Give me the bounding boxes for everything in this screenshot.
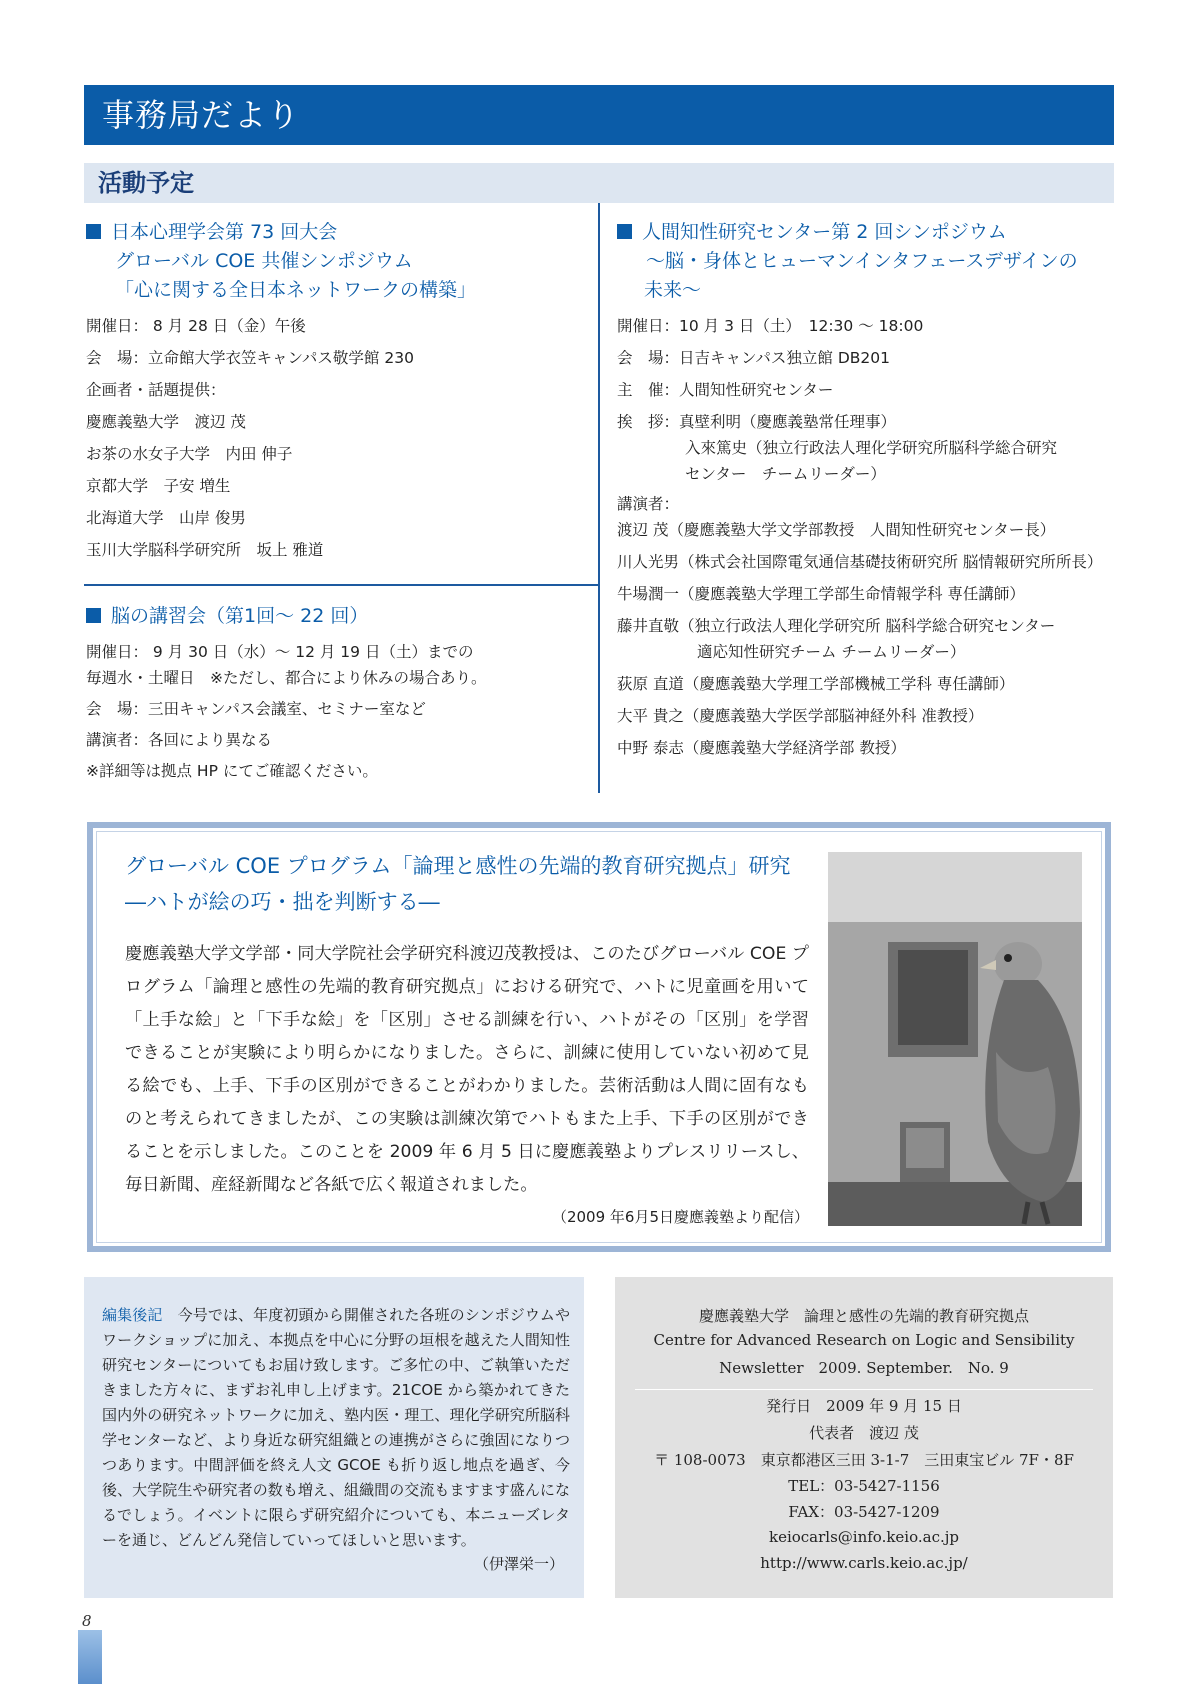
- organizer: 京都大学 子安 増生: [86, 477, 231, 495]
- pigeon-image: [828, 852, 1082, 1226]
- square-bullet-icon: [86, 608, 101, 623]
- section-header: 事務局だより: [84, 85, 1114, 145]
- event-organizers-label: 企画者・話題提供：: [86, 381, 226, 399]
- event-venue: 会 場：日吉キャンパス独立館 DB201: [617, 349, 890, 367]
- organizer: お茶の水女子大学 内田 伸子: [86, 445, 293, 463]
- page-number: 8: [82, 1612, 92, 1630]
- section-rule: [84, 584, 599, 586]
- org-name: 慶應義塾大学 論理と感性の先端的教育研究拠点: [698, 1307, 1029, 1325]
- square-bullet-icon: [617, 224, 632, 239]
- event-date: 開催日： 8 月 28 日（金）午後: [86, 317, 306, 335]
- representative: 代表者 渡辺 茂: [809, 1424, 919, 1442]
- event-speakers: 講演者：各回により異なる: [86, 731, 273, 749]
- event-venue: 会 場：三田キャンパス会議室、セミナー室など: [86, 700, 426, 718]
- event-host: 主 催：人間知性研究センター: [617, 381, 834, 399]
- org-name-en: Centre for Advanced Research on Logic and Sensibility: [653, 1331, 1075, 1349]
- event-note: ※詳細等は拠点 HP にてご確認ください。: [86, 762, 378, 780]
- publish-date: 発行日 2009 年 9 月 15 日: [766, 1397, 962, 1415]
- editor-note-body: 今号では、年度初頭から開催された各班のシンポジウムやワークショップに加え、本拠点を中心に分野の垣根を越えた人間知性研究センターについてもお届け致します。ご多忙の中、ご執筆いただきました方々に、まずお礼申し上げます。21COE から築かれてきた国内外の研究ネットワークに加え、塾内医・理工、理化学研究所脳科学センターなど、より身近な研究組織との連携がさらに強固になりつつあります。中間評価を終え人文 GCOE も折り返し地点を過ぎ、今後、大学院生や研究者の数も増え、組織間の交流もますます盛んになるでしょう。イベントに限らず研究紹介についても、本ニューズレターを通じ、どんどん発信していってほしいと思います。: [102, 1306, 570, 1549]
- organizer: 玉川大学脳科学研究所 坂上 雅道: [86, 541, 324, 559]
- editor-note: [84, 1277, 584, 1598]
- event-schedule-note: 毎週水・土曜日 ※ただし、都合により休みの場合あり。: [86, 669, 487, 687]
- tel: TEL：03-5427-1156: [788, 1477, 940, 1495]
- event-speakers-label: 講演者：: [617, 495, 680, 513]
- speaker: 中野 泰志（慶應義塾大学経済学部 教授）: [617, 739, 906, 757]
- article-body: 慶應義塾大学文学部・同大学院社会学研究科渡辺茂教授は、このたびグローバル COE プログラム「論理と感性の先端的教育研究拠点」における研究で、ハトに児童画を用いて「上手な絵」と「下手な絵」を「区別」させる訓練を行い、ハトがその「区別」を学習できることが実験により明らかになりました。さらに、訓練に使用していない初めて見る絵でも、上手、下手の区別ができることがわかりました。芸術活動は人間に固有なものと考えられてきましたが、この実験は訓練次第でハトもまた上手、下手の区別ができることを示しました。このことを 2009 年 6 月 5 日に慶應義塾よりプレスリリースし、毎日新聞、産経新聞など各紙で広く報道されました。: [125, 944, 809, 1195]
- issue-info: Newsletter 2009. September. No. 9: [719, 1359, 1009, 1377]
- page-edge-bar: [78, 1630, 102, 1684]
- email-link[interactable]: keiocarls@info.keio.ac.jp: [768, 1528, 959, 1546]
- organizer: 慶應義塾大学 渡辺 茂: [86, 413, 246, 431]
- editor-note-label: 編集後記: [102, 1306, 163, 1324]
- event-brain-lectures: [86, 602, 586, 781]
- info-divider: [635, 1389, 1093, 1390]
- speaker: 荻原 直道（慶應義塾大学理工学部機械工学科 専任講師）: [617, 675, 1015, 693]
- event-title: 人間知性研究センター第 2 回シンポジウム ～脳・身体とヒューマンインタフェースデザインの 未来～: [617, 218, 1117, 305]
- square-bullet-icon: [86, 224, 101, 239]
- event-greeting: 挨 拶：真壁利明（慶應義塾常任理事） 入來篤史（独立行政法人理化学研究所脳科学総合研究 センター チームリーダー）: [617, 413, 1058, 483]
- speaker: 渡辺 茂（慶應義塾大学文学部教授 人間知性研究センター長）: [617, 521, 1056, 539]
- event-venue: 会 場：立命館大学衣笠キャンパス敬学館 230: [86, 349, 414, 367]
- article-title: グローバル COE プログラム「論理と感性の先端的教育研究拠点」研究 ―ハトが絵の巧・拙を判断する―: [125, 854, 791, 914]
- pigeon-photo: [828, 852, 1082, 1226]
- speaker: 牛場潤一（慶應義塾大学理工学部生命情報学科 専任講師）: [617, 585, 1025, 603]
- section-subheader: 活動予定: [84, 163, 1114, 203]
- event-date: 開催日：10 月 3 日（土） 12:30 ～ 18:00: [617, 317, 924, 335]
- website-link[interactable]: http://www.carls.keio.ac.jp/: [760, 1554, 968, 1572]
- publication-info: [615, 1277, 1113, 1598]
- fax: FAX：03-5427-1209: [788, 1503, 940, 1521]
- article-box: [87, 822, 1111, 1252]
- article-credit: （2009 年6月5日慶應義塾より配信）: [551, 1208, 809, 1226]
- editor-signature: （伊澤栄一）: [473, 1555, 564, 1573]
- speaker: 川人光男（株式会社国際電気通信基礎技術研究所 脳情報研究所所長）: [617, 553, 1103, 571]
- address: 〒 108-0073 東京都港区三田 3-1-7 三田東宝ビル 7F・8F: [654, 1451, 1074, 1469]
- speaker: 藤井直敬（独立行政法人理化学研究所 脳科学総合研究センター 適応知性研究チーム チームリーダー）: [617, 617, 1056, 661]
- event-symposium: [617, 218, 1117, 758]
- speaker: 大平 貴之（慶應義塾大学医学部脳神経外科 准教授）: [617, 707, 984, 725]
- event-psych-conference: [86, 218, 586, 560]
- event-title: 脳の講習会（第1回～ 22 回）: [86, 602, 586, 631]
- event-title: 日本心理学会第 73 回大会 グローバル COE 共催シンポジウム 「心に関する全日本ネットワークの構築」: [86, 218, 586, 305]
- column-divider: [598, 203, 600, 793]
- event-date: 開催日： 9 月 30 日（水）～ 12 月 19 日（土）までの: [86, 643, 474, 661]
- organizer: 北海道大学 山岸 俊男: [86, 509, 246, 527]
